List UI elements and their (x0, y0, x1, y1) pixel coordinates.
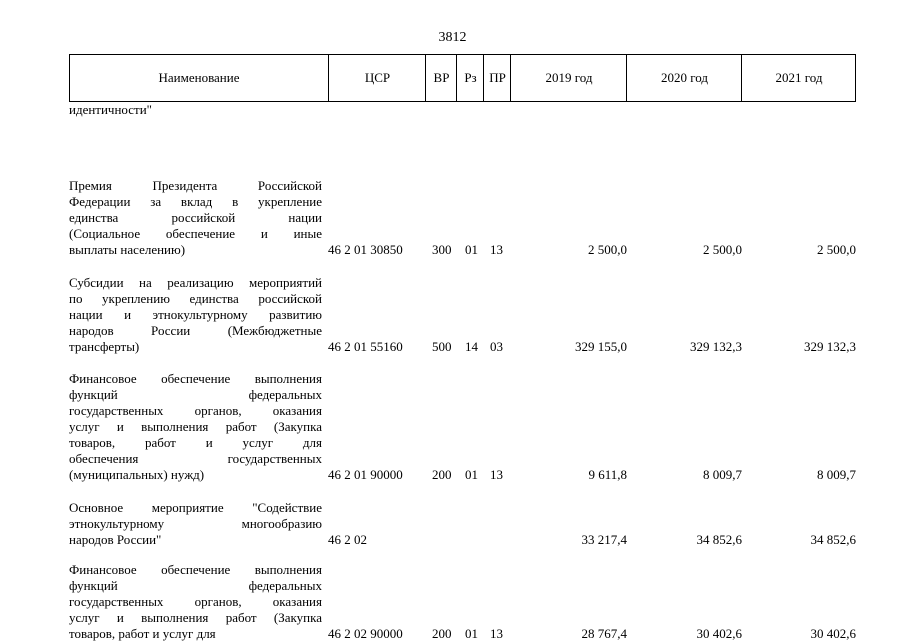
row-name-line: выплаты населению) (69, 242, 186, 257)
header-name: Наименование (158, 70, 240, 85)
row-value-2021: 8 009,7 (817, 467, 856, 482)
row-name-line: народов России (Межбюджетные (69, 323, 322, 338)
row-rz: 01 (465, 242, 478, 257)
row-name-line: этнокультурному многообразию (69, 516, 322, 531)
row-name-line: (муниципальных) нужд) (69, 467, 205, 482)
row-name-line: Финансовое обеспечение выполнения (69, 371, 322, 386)
header-2021: 2021 год (741, 55, 856, 101)
row-name-line: единства российской нации (69, 210, 322, 225)
header-vr: ВР (425, 55, 457, 101)
row-name-line: (Социальное обеспечение и иные (69, 226, 322, 241)
row-value-2019: 329 155,0 (575, 339, 627, 354)
row-rz: 14 (465, 339, 478, 354)
row-name-line: народов России" (69, 532, 162, 547)
row-name-line: товаров, работ и услуг для (69, 626, 216, 641)
header-rz: Рз (456, 55, 484, 101)
row-vr: 500 (432, 339, 452, 354)
row-name-line: по укреплению единства российской (69, 291, 322, 306)
row-value-2021: 30 402,6 (810, 626, 856, 641)
row-name-line: обеспечения государственных (69, 451, 322, 466)
table-header (69, 54, 856, 102)
row-name-line: государственных органов, оказания (69, 594, 322, 609)
row-value-2019: 28 767,4 (581, 626, 627, 641)
row-name-line: трансферты) (69, 339, 140, 354)
row-values (69, 339, 856, 355)
row-value-2020: 34 852,6 (696, 532, 742, 547)
row-value-2021: 329 132,3 (804, 339, 856, 354)
row-value-2020: 30 402,6 (696, 626, 742, 641)
row-value-2020: 329 132,3 (690, 339, 742, 354)
header-2019: 2019 год (510, 55, 627, 101)
budget-table (69, 54, 856, 641)
row-name-line: Субсидии на реализацию мероприятий (69, 275, 322, 290)
header-pr: ПР (483, 55, 511, 101)
row-csr: 46 2 02 90000 (328, 626, 403, 641)
row-value-2021: 34 852,6 (810, 532, 856, 547)
row-rz: 01 (465, 467, 478, 482)
row-vr: 200 (432, 626, 452, 641)
row-name-line: Основное мероприятие "Содействие (69, 500, 322, 515)
row-name-line: функций федеральных (69, 387, 322, 402)
row-name-line: функций федеральных (69, 578, 322, 593)
header-2020: 2020 год (626, 55, 742, 101)
row-name-line: товаров, работ и услуг для (69, 435, 322, 450)
row-value-2019: 2 500,0 (588, 242, 627, 257)
row-rz: 01 (465, 626, 478, 641)
row-name-line: Премия Президента Российской (69, 178, 322, 193)
row-vr: 200 (432, 467, 452, 482)
row-name-line: услуг и выполнения работ (Закупка (69, 419, 322, 434)
row-value-2021: 2 500,0 (817, 242, 856, 257)
row-value-2019: 33 217,4 (581, 532, 627, 547)
row-values (69, 467, 856, 483)
row-values (69, 242, 856, 258)
header-csr: ЦСР (328, 55, 426, 101)
row-name-line: государственных органов, оказания (69, 403, 322, 418)
row-name-line: нации и этнокультурному развитию (69, 307, 322, 322)
continuation-text: идентичности" (69, 102, 152, 117)
row-pr: 13 (490, 626, 503, 641)
row-pr: 13 (490, 467, 503, 482)
row-name-line: Финансовое обеспечение выполнения (69, 562, 322, 577)
row-value-2019: 9 611,8 (588, 467, 627, 482)
row-csr: 46 2 01 55160 (328, 339, 403, 354)
row-vr: 300 (432, 242, 452, 257)
row-csr: 46 2 02 (328, 532, 367, 547)
row-values (69, 532, 856, 548)
row-name-line: услуг и выполнения работ (Закупка (69, 610, 322, 625)
row-csr: 46 2 01 30850 (328, 242, 403, 257)
row-name-line: Федерации за вклад в укрепление (69, 194, 322, 209)
row-csr: 46 2 01 90000 (328, 467, 403, 482)
row-value-2020: 8 009,7 (703, 467, 742, 482)
row-pr: 03 (490, 339, 503, 354)
page-number: 3812 (438, 30, 467, 45)
row-pr: 13 (490, 242, 503, 257)
row-value-2020: 2 500,0 (703, 242, 742, 257)
